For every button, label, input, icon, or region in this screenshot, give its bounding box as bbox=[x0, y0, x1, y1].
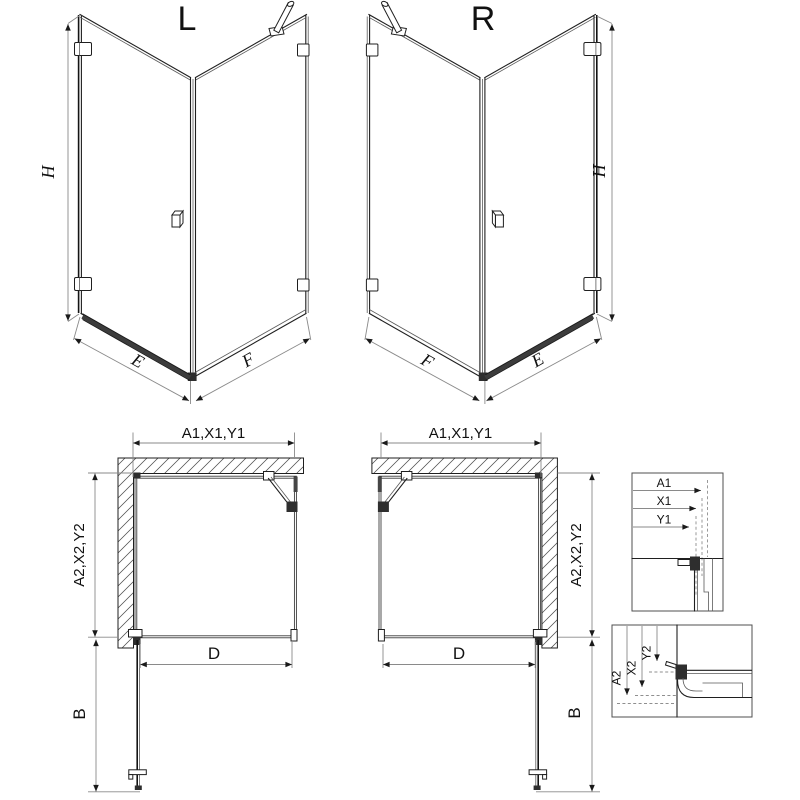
detail-top-arrows bbox=[633, 476, 708, 596]
wall-clamp-top bbox=[298, 44, 310, 56]
wall-clamp-bottom bbox=[366, 279, 378, 291]
dim-entry bbox=[383, 642, 535, 668]
wall-profile-bar bbox=[294, 477, 298, 493]
dim-door-width bbox=[70, 640, 140, 792]
detail-view-bottom bbox=[610, 625, 753, 717]
door-width-label-l: B bbox=[70, 708, 89, 720]
door-width-label-r: B bbox=[565, 707, 584, 719]
corner-brace bbox=[378, 472, 412, 513]
detail-y1-label: Y1 bbox=[656, 512, 672, 527]
dim-door-width bbox=[536, 640, 600, 792]
door-handle bbox=[129, 770, 147, 775]
plan-side-dim-label-r: A2,X2,Y2 bbox=[568, 523, 585, 587]
detail-top-profile bbox=[632, 557, 723, 612]
support-bar bbox=[381, 0, 407, 36]
door-hinge-bottom bbox=[75, 278, 92, 291]
detail-view-top bbox=[632, 473, 723, 611]
enclosure-glass-edges bbox=[367, 15, 597, 382]
width-e-label-l: E bbox=[128, 349, 148, 373]
door-handle-knob bbox=[172, 211, 183, 227]
corner-brace bbox=[264, 472, 298, 513]
door-open bbox=[129, 630, 147, 791]
plan-top-dim-label-l: A1,X1,Y1 bbox=[181, 425, 246, 442]
door-open bbox=[529, 630, 547, 791]
door-hinge-top bbox=[584, 43, 601, 56]
width-e-label-r: E bbox=[527, 348, 548, 372]
height-dim-label-r: H bbox=[589, 164, 609, 178]
detail-a1-label: A1 bbox=[656, 476, 672, 490]
wall-clamp-bottom bbox=[298, 279, 310, 291]
width-f-label-l: F bbox=[238, 348, 258, 372]
wall-clamp-top bbox=[366, 44, 378, 56]
perspective-view-right bbox=[365, 0, 612, 404]
entry-width-label-r: D bbox=[452, 644, 466, 663]
dim-entry bbox=[140, 642, 292, 668]
threshold-rail bbox=[485, 314, 593, 381]
support-bar bbox=[269, 0, 295, 36]
detail-y2-label: Y2 bbox=[639, 645, 654, 661]
plan-view-left bbox=[70, 425, 304, 792]
view-r-label: R bbox=[470, 0, 496, 38]
view-l-label: L bbox=[177, 0, 197, 38]
door-handle bbox=[529, 770, 547, 775]
height-dimension bbox=[589, 16, 612, 321]
wall-profile-bar bbox=[378, 477, 382, 493]
enclosure-glass-edges bbox=[79, 15, 309, 382]
panel-end-cap bbox=[291, 630, 297, 642]
height-dimension bbox=[38, 16, 79, 322]
wall-profile-block bbox=[134, 473, 141, 479]
height-dim-label-l: H bbox=[38, 165, 58, 179]
detail-bottom-profile bbox=[666, 625, 752, 717]
plan-side-dim-label-l: A2,X2,Y2 bbox=[71, 523, 88, 587]
walls bbox=[118, 458, 304, 648]
width-f-label-r: F bbox=[417, 349, 438, 373]
walls bbox=[372, 458, 558, 648]
door-hinge-bottom bbox=[584, 278, 601, 291]
detail-x1-label: X1 bbox=[656, 494, 672, 508]
glass-outline bbox=[379, 476, 540, 638]
detail-a2-label: A2 bbox=[609, 670, 624, 686]
door-handle-knob bbox=[492, 211, 503, 227]
door-hinge-top bbox=[75, 43, 92, 56]
glass-outline bbox=[135, 476, 296, 638]
entry-width-label-l: D bbox=[207, 644, 221, 663]
panel-end-cap bbox=[378, 630, 384, 642]
dim-side bbox=[557, 473, 600, 637]
plan-view-right bbox=[372, 425, 600, 792]
detail-x2-label: X2 bbox=[624, 660, 639, 676]
perspective-view-left bbox=[38, 0, 311, 404]
plan-top-dim-label-r: A1,X1,Y1 bbox=[428, 425, 493, 442]
